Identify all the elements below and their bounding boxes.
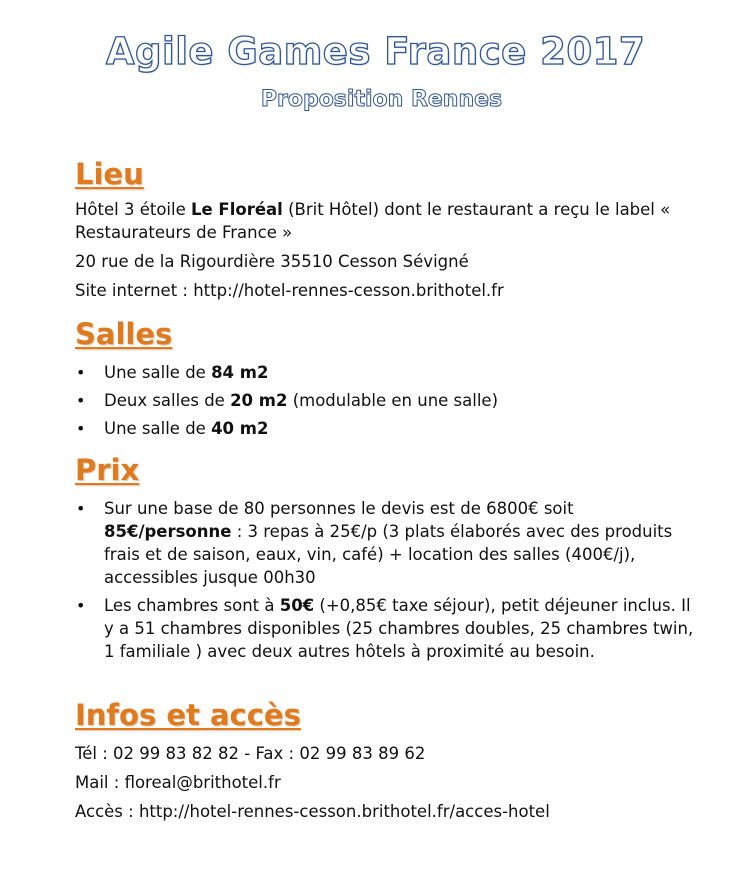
item-bold-text: 20 m2 — [230, 391, 288, 410]
salles-list — [75, 361, 695, 440]
hotel-description-prefix: Hôtel 3 étoile — [75, 200, 191, 219]
contact-phone-fax: Tél : 02 99 83 82 82 - Fax : 02 99 83 89 62 — [75, 744, 426, 763]
list-item — [75, 389, 695, 412]
hotel-description — [75, 198, 695, 244]
item-bold-text: 40 m2 — [211, 419, 269, 438]
hotel-name: Le Floréal — [190, 200, 283, 219]
heading-lieu: Lieu — [75, 157, 144, 191]
item-text: (modulable en une salle) — [287, 391, 499, 410]
item-text: Une salle de — [104, 419, 212, 438]
item-text: (+0,85€ taxe séjour), petit déjeuner inclus. Il y a 51 chambres disponibles (25 chambres doubles, 25 chambres twin, 1 familiale ) avec deux autres hôtels à proximité au besoin. — [104, 596, 694, 661]
heading-salles: Salles — [75, 317, 173, 351]
section-lieu — [75, 156, 695, 302]
section-infos — [75, 697, 695, 823]
section-salles — [75, 316, 695, 440]
hotel-description-suffix: (Brit Hôtel) dont le restaurant a reçu le label « Restaurateurs de France » — [75, 200, 671, 242]
item-text: Les chambres sont à — [104, 596, 280, 615]
item-text: : 3 repas à 25€/p (3 plats élaborés avec des produits frais et de saison, eaux, vin, café) + location des salles (400€/j), accessibles jusque 00h30 — [104, 522, 673, 587]
item-text: Deux salles de — [104, 391, 231, 410]
hotel-address: 20 rue de la Rigourdière 35510 Cesson Sévigné — [75, 252, 469, 271]
item-text: Sur une base de 80 personnes le devis est de 6800€ soit — [104, 499, 574, 518]
item-bold-text: 85€/personne — [104, 522, 232, 541]
item-bold-text: 50€ — [279, 596, 315, 615]
access-link[interactable]: Accès : http://hotel-rennes-cesson.brithotel.fr/acces-hotel — [75, 802, 550, 821]
item-text: Une salle de — [104, 363, 212, 382]
contact-mail[interactable]: Mail : floreal@brithotel.fr — [75, 773, 281, 792]
heading-infos: Infos et accès — [75, 698, 301, 732]
document-subtitle: Proposition Rennes — [260, 87, 503, 112]
section-prix — [75, 452, 695, 663]
list-item — [75, 497, 695, 589]
document-title: Agile Games France 2017 — [105, 30, 646, 73]
list-item — [75, 361, 695, 384]
list-item — [75, 417, 695, 440]
heading-prix: Prix — [75, 453, 140, 487]
list-item — [75, 594, 695, 663]
item-bold-text: 84 m2 — [211, 363, 269, 382]
prix-list — [75, 497, 695, 663]
hotel-website[interactable]: Site internet : http://hotel-rennes-cesson.brithotel.fr — [75, 281, 504, 300]
